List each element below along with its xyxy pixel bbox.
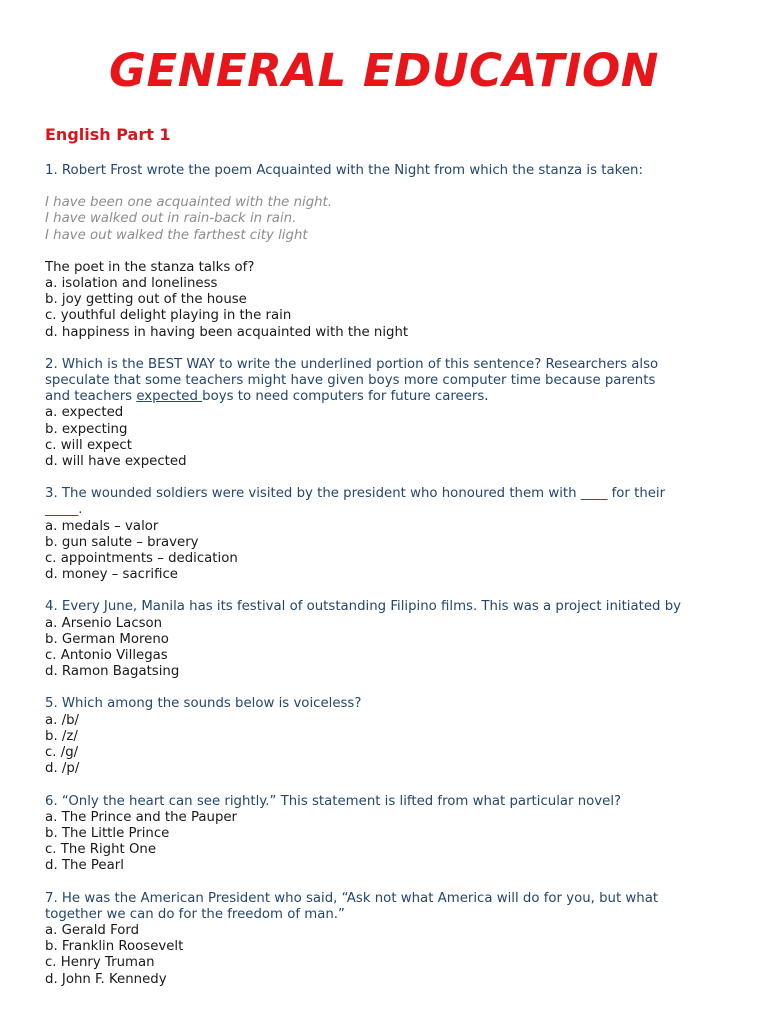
question-list [45,163,735,988]
question-text: 7. He was the American President who said, “Ask not what America will do for you, but what [45,890,659,906]
question-prompt: The poet in the stanza talks of? [45,259,255,275]
question-text: 5. Which among the sounds below is voiceless? [45,696,362,712]
answer-option: a. medals – valor [45,518,159,534]
page-title: GENERAL EDUCATION [109,44,659,97]
answer-option: d. John F. Kennedy [45,971,167,987]
answer-option: a. The Prince and the Pauper [45,809,238,825]
poem-line: I have out walked the farthest city light [45,227,308,243]
answer-option: b. joy getting out of the house [45,292,247,308]
text-fragment: boys to need computers for future careers [202,389,485,405]
question-text: _____. [45,502,83,518]
underlined-portion: expected [136,389,203,405]
poem-line: I have been one acquainted with the night. [45,195,332,211]
answer-option: a. Arsenio Lacson [45,615,163,631]
question-text: together we can do for the freedom of man.” [45,906,345,922]
question-7 [45,891,735,988]
answer-option: b. /z/ [45,728,78,744]
question-1 [45,163,735,341]
text-fragment: . [484,389,489,405]
answer-option: a. isolation and loneliness [45,276,218,292]
answer-option: c. youthful delight playing in the rain [45,308,292,324]
answer-option: d. money – sacrifice [45,567,178,583]
question-2 [45,357,735,470]
answer-option: b. Franklin Roosevelt [45,939,184,955]
answer-option: d. The Pearl [45,858,124,874]
question-text: 2. Which is the BEST WAY to write the underlined portion of this sentence? Researchers also [45,356,659,372]
question-5 [45,696,735,777]
answer-option: c. /g/ [45,745,79,761]
question-text: 4. Every June, Manila has its festival of outstanding Filipino films. This was a project initiated by [45,599,682,615]
answer-option: b. German Moreno [45,631,169,647]
answer-option: c. appointments – dedication [45,551,238,567]
answer-option: b. gun salute – bravery [45,534,199,550]
question-6 [45,794,735,875]
poem-line: I have walked out in rain-back in rain. [45,211,297,227]
answer-option: c. Antonio Villegas [45,648,168,664]
text-fragment: and teachers [45,389,137,405]
answer-option: d. happiness in having been acquainted with the night [45,324,409,340]
answer-option: d. /p/ [45,761,80,777]
answer-option: a. /b/ [45,712,80,728]
answer-option: a. expected [45,405,124,421]
answer-option: c. Henry Truman [45,955,155,971]
section-heading: English Part 1 [45,125,171,144]
answer-option: b. expecting [45,421,128,437]
question-text: speculate that some teachers might have given boys more computer time because parents [45,373,656,389]
question-text: 1. Robert Frost wrote the poem Acquainted with the Night from which the stanza is taken: [45,163,643,178]
answer-option: d. will have expected [45,454,187,470]
answer-option: d. Ramon Bagatsing [45,664,180,680]
answer-option: c. The Right One [45,842,157,858]
question-text: 3. The wounded soldiers were visited by the president who honoured them with ____ for their [45,486,666,502]
question-text [45,389,735,405]
answer-option: c. will expect [45,437,132,453]
question-4 [45,599,735,680]
answer-option: a. Gerald Ford [45,922,140,938]
question-text: 6. “Only the heart can see rightly.” This statement is lifted from what particular novel? [45,793,622,809]
answer-option: b. The Little Prince [45,825,170,841]
question-3 [45,486,735,583]
